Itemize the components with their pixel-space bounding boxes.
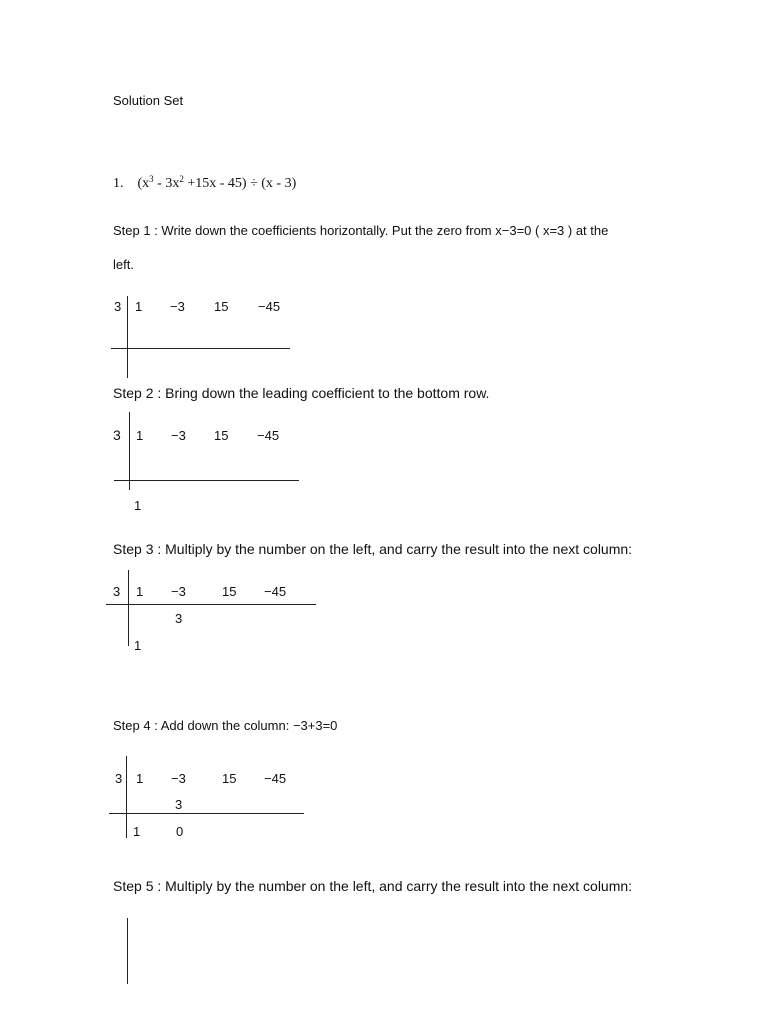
divisor: 3 bbox=[113, 584, 121, 599]
division-bar-horizontal bbox=[114, 480, 299, 481]
coefficient-2: −3 bbox=[171, 428, 186, 443]
coefficient-4: −45 bbox=[264, 771, 287, 786]
coefficient-3: 15 bbox=[222, 584, 237, 599]
step1-text-line1: Step 1 : Write down the coefficients horizontally. Put the zero from x−3=0 ( x=3 ) at the bbox=[113, 223, 609, 238]
divisor: 3 bbox=[114, 299, 122, 314]
division-bar-horizontal bbox=[111, 348, 290, 349]
problem-number: 1. bbox=[113, 176, 124, 191]
coefficient-4: −45 bbox=[258, 299, 281, 314]
result-1: 1 bbox=[134, 638, 142, 653]
problem-mid: - 3x bbox=[153, 176, 180, 191]
coefficient-4: −45 bbox=[257, 428, 280, 443]
coefficient-1: 1 bbox=[136, 771, 144, 786]
exponent-3: 3 bbox=[149, 174, 154, 184]
division-bar-vertical bbox=[129, 412, 130, 490]
step2-text: Step 2 : Bring down the leading coefficient to the bottom row. bbox=[113, 385, 490, 401]
division-bar-vertical bbox=[127, 296, 128, 378]
division-bar-vertical bbox=[128, 570, 129, 646]
coefficient-3: 15 bbox=[222, 771, 237, 786]
divisor: 3 bbox=[113, 427, 121, 443]
coefficient-1: 1 bbox=[135, 299, 143, 314]
coefficient-4: −45 bbox=[264, 584, 287, 599]
division-bar-horizontal bbox=[109, 813, 304, 814]
exponent-2: 2 bbox=[179, 174, 184, 184]
problem-open: (x bbox=[137, 176, 150, 191]
coefficient-1: 1 bbox=[136, 584, 144, 599]
problem-statement bbox=[113, 176, 296, 192]
result-1: 1 bbox=[133, 824, 141, 839]
coefficient-3: 15 bbox=[214, 299, 229, 314]
division-bar-horizontal bbox=[106, 604, 316, 605]
coefficient-1: 1 bbox=[136, 428, 144, 443]
carried-value-2: 3 bbox=[175, 611, 183, 626]
step5-text: Step 5 : Multiply by the number on the left, and carry the result into the next column: bbox=[113, 878, 633, 894]
step1-text-line2: left. bbox=[113, 257, 134, 272]
problem-tail: +15x - 45) ÷ (x - 3) bbox=[183, 176, 297, 191]
carried-value-2: 3 bbox=[175, 797, 183, 812]
coefficient-2: −3 bbox=[171, 584, 186, 599]
coefficient-3: 15 bbox=[214, 428, 229, 443]
coefficient-2: −3 bbox=[171, 771, 186, 786]
result-1: 1 bbox=[134, 498, 142, 513]
result-2: 0 bbox=[176, 824, 184, 839]
division-bar-vertical bbox=[127, 918, 128, 984]
coefficient-2: −3 bbox=[170, 299, 185, 314]
divisor: 3 bbox=[115, 771, 123, 786]
document-title: Solution Set bbox=[113, 93, 184, 108]
division-bar-vertical bbox=[126, 756, 127, 838]
step4-text: Step 4 : Add down the column: −3+3=0 bbox=[113, 718, 338, 733]
step3-text: Step 3 : Multiply by the number on the left, and carry the result into the next column: bbox=[113, 541, 633, 557]
